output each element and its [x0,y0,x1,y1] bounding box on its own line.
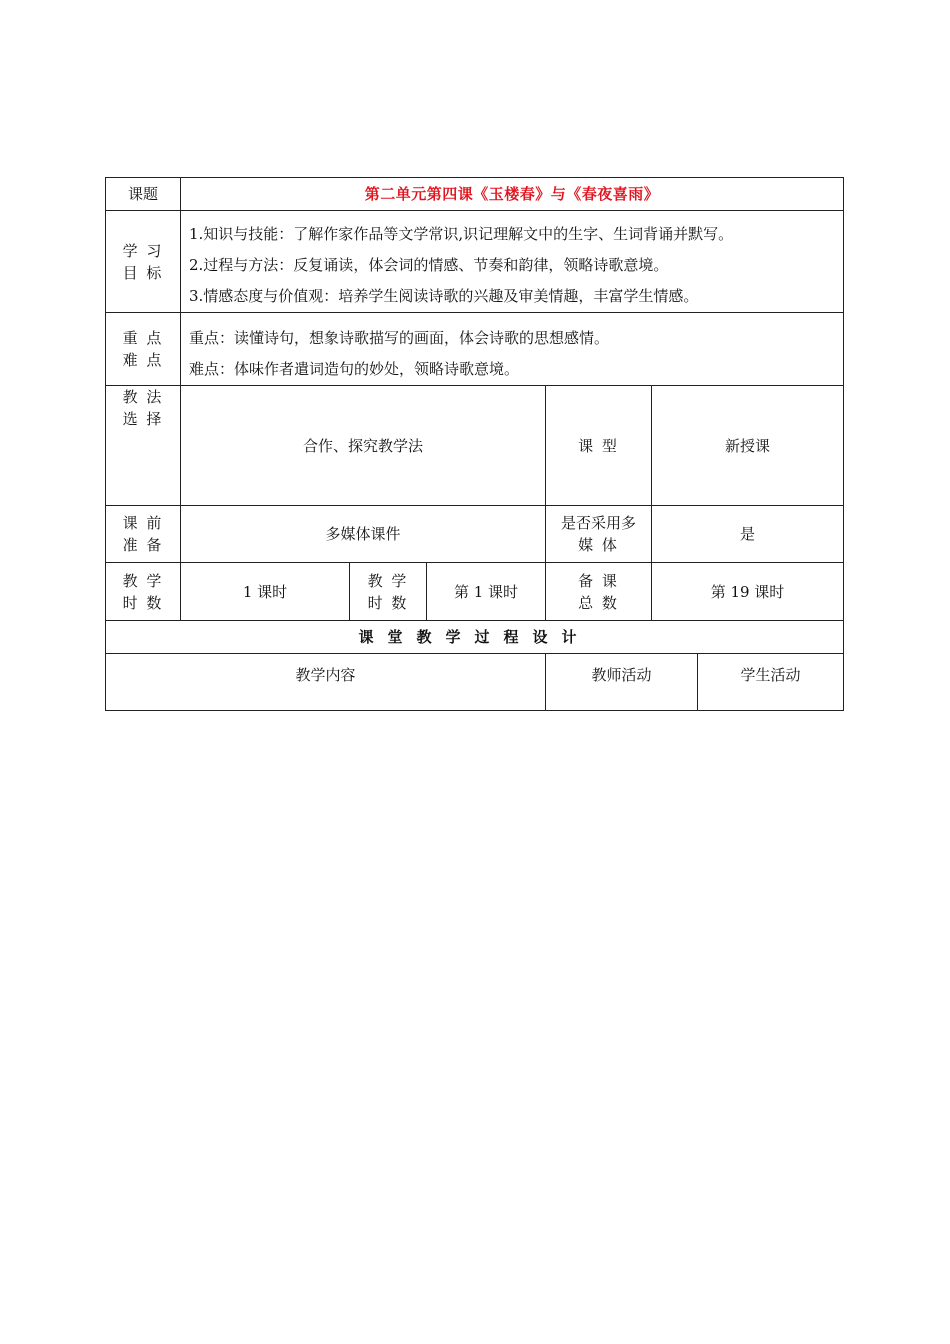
lesson-plan-table [105,177,844,711]
hours-label: 教 学 时 数 [106,563,181,621]
hours-row [106,563,844,621]
key-points-label: 重 点 难 点 [106,313,181,386]
process-banner: 课堂教学过程设计 [106,621,844,654]
objectives-content [181,211,844,313]
topic-label: 课题 [106,178,181,211]
lesson-title: 第二单元第四课《玉楼春》与《春夜喜雨》 [181,178,844,211]
lesson-type-label: 课 型 [546,386,652,506]
method-label: 教 法 选 择 [106,386,181,506]
method-row [106,386,844,506]
multimedia-value: 是 [652,506,844,563]
objectives-label: 学 习 目 标 [106,211,181,313]
prep-row [106,506,844,563]
multimedia-label: 是否采用多 媒 体 [546,506,652,563]
header-row [106,178,844,211]
process-header-row [106,654,844,711]
content-column-header: 教学内容 [106,654,546,711]
process-banner-row [106,621,844,654]
total-label: 备 课 总 数 [546,563,652,621]
prep-value: 多媒体课件 [181,506,546,563]
period-value: 第 1 课时 [427,563,546,621]
hours-value: 1 课时 [181,563,350,621]
key-points-row [106,313,844,386]
student-column-header: 学生活动 [698,654,844,711]
teacher-column-header: 教师活动 [546,654,698,711]
period-label: 教 学 时 数 [350,563,427,621]
key-point-item: 难点：体味作者遣词造句的妙处，领略诗歌意境。 [189,360,520,378]
prep-label: 课 前 准 备 [106,506,181,563]
objectives-row [106,211,844,313]
method-value: 合作、探究教学法 [181,386,546,506]
total-value: 第 19 课时 [652,563,844,621]
objective-item: 1.知识与技能：了解作家作品等文学常识,识记理解文中的生字、生词背诵并默写。 [189,225,734,243]
objective-item: 3.情感态度与价值观：培养学生阅读诗歌的兴趣及审美情趣，丰富学生情感。 [189,287,699,305]
key-point-item: 重点：读懂诗句，想象诗歌描写的画面，体会诗歌的思想感情。 [189,329,610,347]
lesson-type-value: 新授课 [652,386,844,506]
key-points-content [181,313,844,386]
objective-item: 2.过程与方法：反复诵读，体会词的情感、节奏和韵律，领略诗歌意境。 [189,256,669,274]
